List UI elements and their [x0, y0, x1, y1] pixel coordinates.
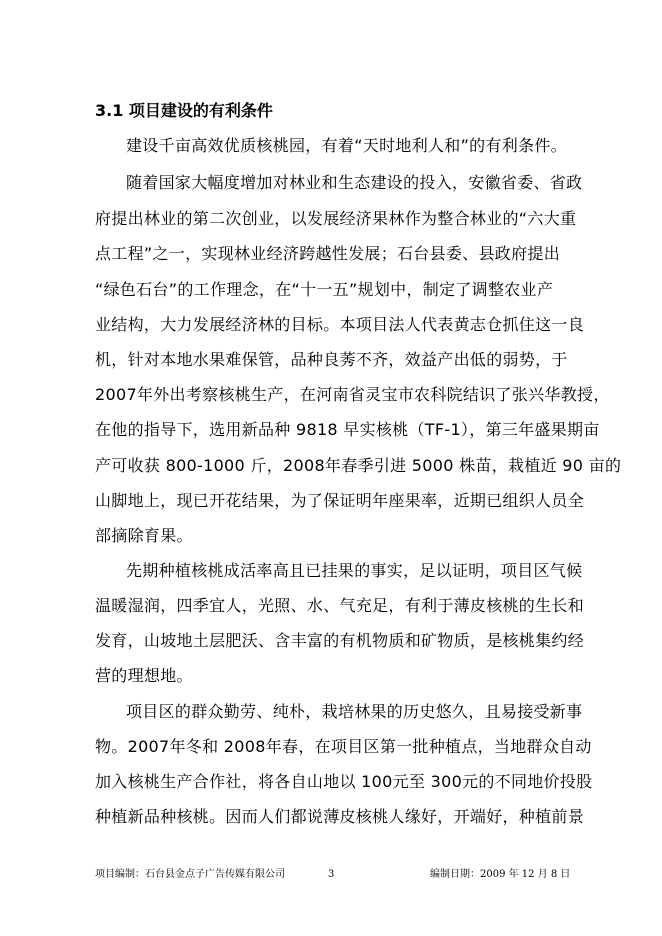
paragraph-line: 2007年外出考察核桃生产，在河南省灵宝市农科院结识了张兴华教授，	[95, 385, 610, 404]
paragraph-line: 发育，山坡地土层肥沃、含丰富的有机物质和矿物质，是核桃集约经	[95, 631, 585, 650]
paragraph-line: “绿色石台”的工作理念，在“十一五”规划中，制定了调整农业产	[95, 280, 554, 299]
paragraph-line: 物。2007年冬和 2008年春，在项目区第一批种植点，当地群众自动	[95, 737, 592, 756]
paragraph-line: 营的理想地。	[95, 666, 193, 685]
paragraph-line: 项目区的群众勤劳、纯朴，栽培林果的历史悠久，且易接受新事	[126, 702, 583, 721]
paragraph-line: 建设千亩高效优质核桃园，有着“天时地利人和”的有利条件。	[126, 136, 567, 155]
section-heading: 3.1 项目建设的有利条件	[95, 101, 273, 120]
paragraph-line: 在他的指导下，选用新品种 9818 早实核桃（TF-1），第三年盛果期亩	[95, 420, 600, 439]
footer-date: 编制日期：2009 年 12 月 8 日	[430, 869, 571, 880]
paragraph-line: 先期种植核桃成活率高且已挂果的事实，足以证明，项目区气候	[126, 561, 583, 580]
paragraph-line: 点工程”之一，实现林业经济跨越性发展；石台县委、县政府提出	[95, 244, 560, 263]
paragraph-line: 机，针对本地水果难保管，品种良莠不齐，效益产出低的弱势，于	[95, 350, 568, 369]
paragraph-line: 山脚地上，现已开花结果，为了保证明年座果率，近期已组织人员全	[95, 491, 585, 510]
paragraph-line: 部摘除育果。	[95, 526, 193, 545]
footer-page-number: 3	[328, 869, 335, 880]
paragraph-line: 温暖湿润，四季宜人，光照、水、气充足，有利于薄皮核桃的生长和	[95, 596, 585, 615]
paragraph-line: 府提出林业的第二次创业，以发展经济果林作为整合林业的“六大重	[95, 209, 577, 228]
paragraph-line: 加入核桃生产合作社，将各自山地以 100元至 300元的不同地价投股	[95, 772, 593, 791]
paragraph-line: 种植新品种核桃。因而人们都说薄皮核桃人缘好，开端好，种植前景	[95, 807, 585, 826]
footer-publisher: 项目编制：石台县金点子广告传媒有限公司	[95, 869, 285, 880]
paragraph-line: 业结构，大力发展经济林的目标。本项目法人代表黄志仓抓住这一良	[95, 315, 585, 334]
paragraph-line: 产可收获 800-1000 斤，2008年春季引进 5000 株苗，栽植近 90 亩的	[95, 456, 622, 475]
paragraph-line: 随着国家大幅度增加对林业和生态建设的投入，安徽省委、省政	[126, 173, 583, 192]
